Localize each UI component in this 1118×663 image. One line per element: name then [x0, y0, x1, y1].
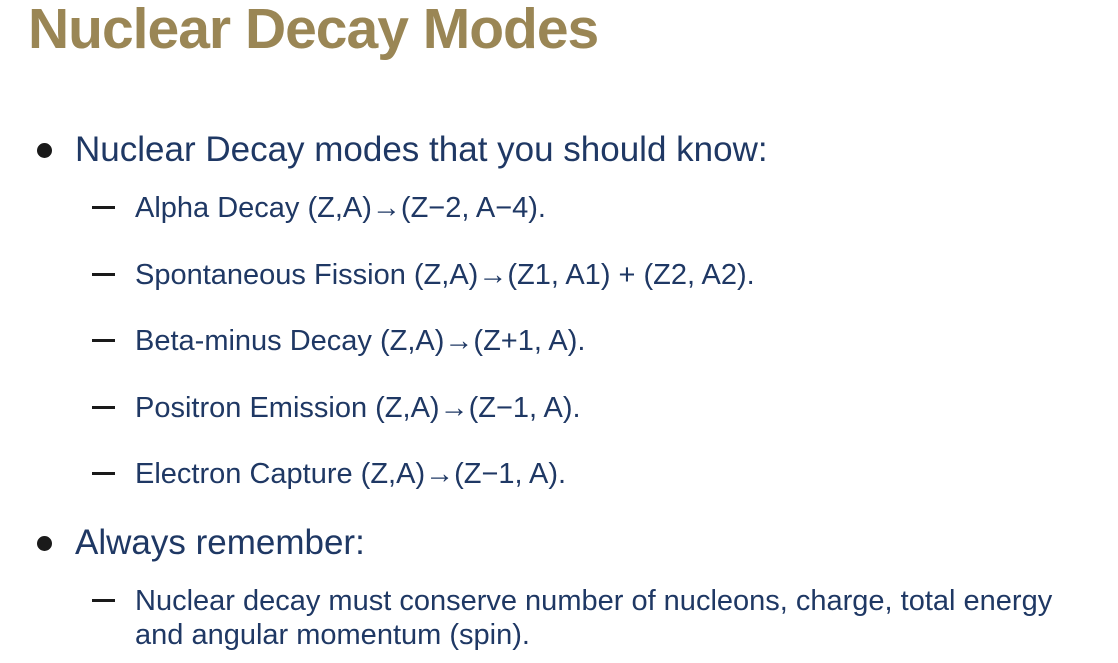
sub-bullet-spontaneous-fission	[92, 258, 755, 292]
bullet-label: Nuclear Decay modes that you should know:	[75, 130, 768, 169]
dash-marker-icon	[92, 339, 115, 342]
bullet-label: Always remember:	[75, 523, 365, 562]
sub-bullet-electron-capture	[92, 457, 566, 491]
dash-marker-icon	[92, 472, 115, 475]
bullet-item-always-remember	[37, 523, 365, 563]
dash-marker-icon	[92, 206, 115, 209]
bullet-dot-icon	[37, 143, 52, 158]
bullet-item-know	[37, 130, 768, 170]
sub-bullet-text: Beta-minus Decay (Z,A)→(Z+1, A).	[135, 325, 586, 357]
sub-bullet-conservation	[92, 584, 1075, 652]
dash-marker-icon	[92, 599, 115, 602]
dash-marker-icon	[92, 273, 115, 276]
slide-title: Nuclear Decay Modes	[28, 0, 599, 61]
sub-bullet-positron-emission	[92, 391, 581, 425]
sub-bullet-text: Alpha Decay (Z,A)→(Z−2, A−4).	[135, 192, 546, 224]
bullet-dot-icon	[37, 536, 52, 551]
sub-bullet-beta-minus-decay	[92, 324, 585, 358]
sub-bullet-text: Spontaneous Fission (Z,A)→(Z1, A1) + (Z2, A2).	[135, 259, 755, 291]
dash-marker-icon	[92, 406, 115, 409]
sub-bullet-alpha-decay	[92, 191, 546, 225]
sub-bullet-text: Nuclear decay must conserve number of nucleons, charge, total energy and angular momentum (spin).	[135, 585, 1061, 651]
sub-bullet-text: Positron Emission (Z,A)→(Z−1, A).	[135, 392, 581, 424]
sub-bullet-text: Electron Capture (Z,A)→(Z−1, A).	[135, 458, 567, 490]
